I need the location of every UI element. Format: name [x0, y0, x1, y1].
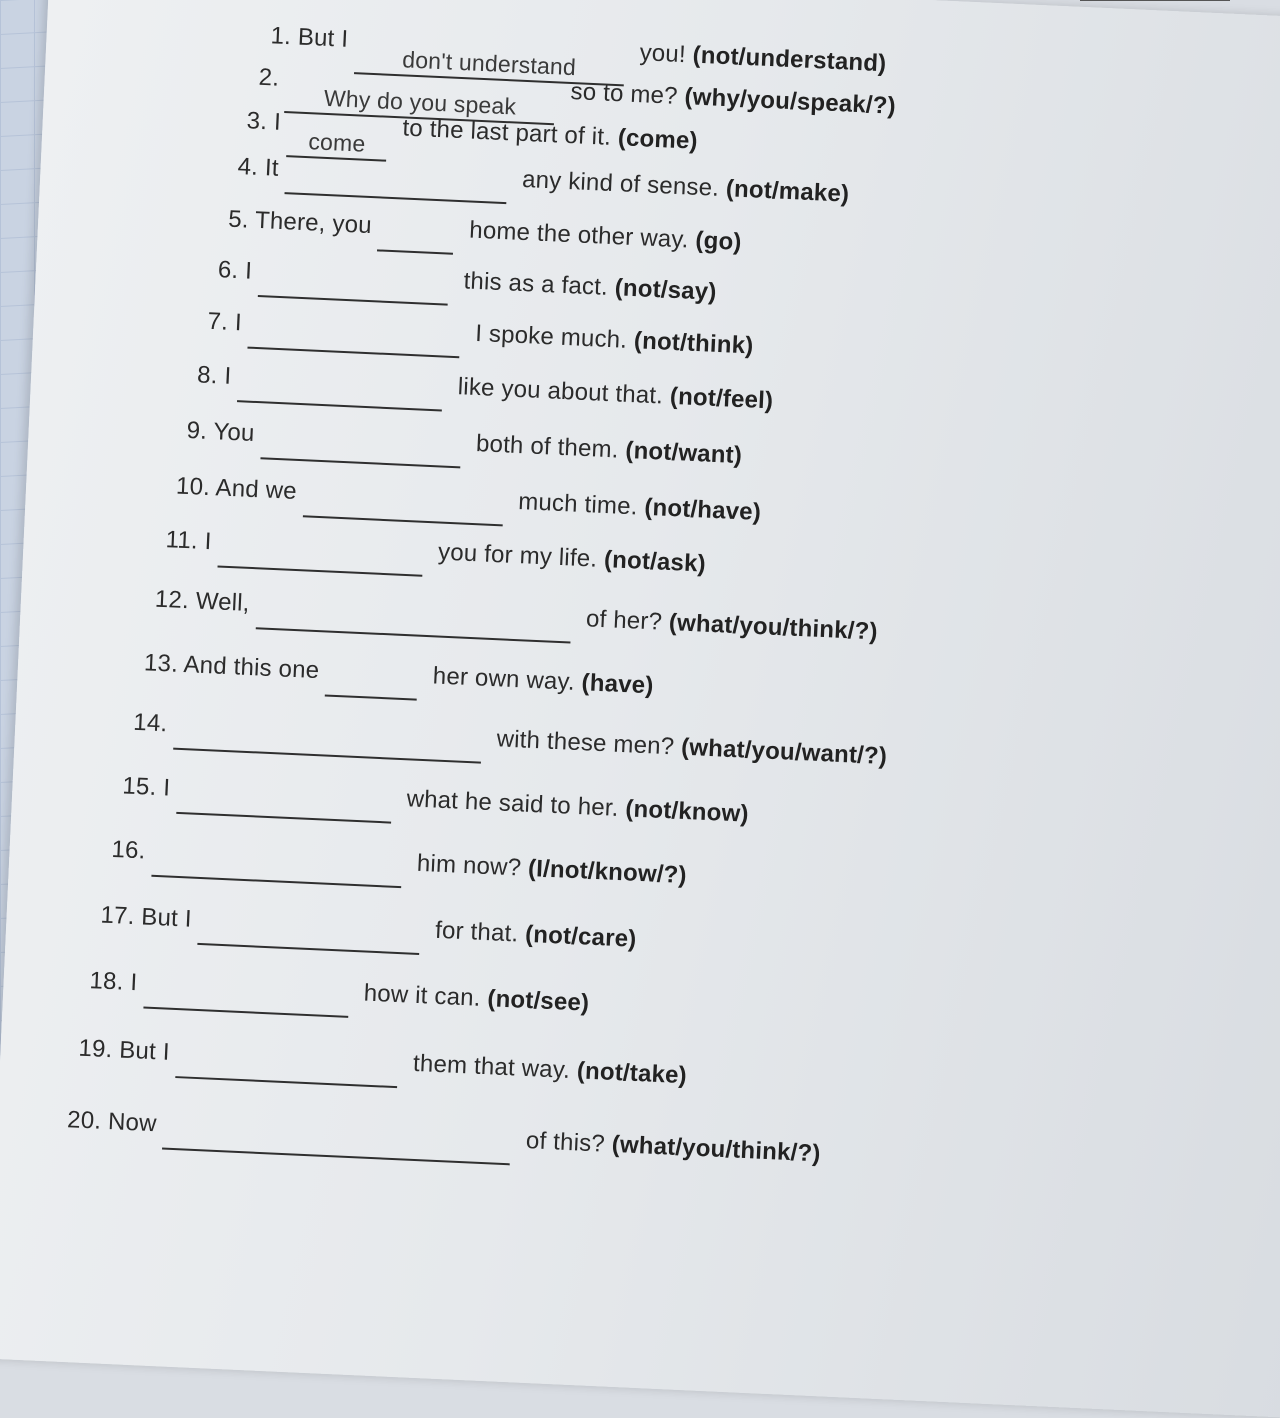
sentence-start: There, you — [254, 206, 373, 240]
exercise-4 — [237, 153, 850, 211]
sentence-start: I — [204, 527, 213, 556]
verb-hint: (not/ask) — [603, 545, 707, 578]
sentence-end: him now? — [416, 849, 522, 882]
sentence-end: this as a fact. — [463, 267, 609, 301]
sentence-start: But I — [118, 1036, 171, 1066]
sentence-end: I spoke much. — [474, 319, 628, 354]
sentence-end: how it can. — [363, 979, 482, 1012]
top-rule-line — [1080, 0, 1230, 1]
sentence-start: Well, — [195, 587, 251, 617]
exercise-10 — [175, 473, 761, 530]
exercise-number: 3. — [246, 107, 268, 136]
sentence-start — [279, 65, 280, 92]
exercise-6 — [217, 256, 717, 309]
exercise-12 — [154, 586, 878, 649]
exercise-number: 12. — [154, 585, 190, 615]
verb-hint: (not/take) — [576, 1057, 688, 1090]
verb-hint: (why/you/speak/?) — [683, 83, 897, 120]
sentence-end: any kind of sense. — [521, 165, 720, 202]
exercise-11 — [165, 526, 706, 580]
verb-hint: (what/you/think/?) — [668, 609, 879, 646]
verb-hint: (not/make) — [725, 175, 850, 208]
sentence-end: to the last part of it. — [401, 114, 612, 151]
answer-blank[interactable] — [217, 535, 423, 576]
sentence-end: both of them. — [475, 430, 620, 464]
answer-blank[interactable] — [162, 1118, 511, 1166]
sentence-start: Now — [107, 1108, 158, 1138]
answer-blank[interactable] — [143, 977, 349, 1018]
exercise-number: 20. — [66, 1106, 102, 1135]
verb-hint: (not/see) — [486, 985, 590, 1017]
verb-hint: (not/have) — [643, 493, 762, 527]
sentence-end: for that. — [434, 916, 519, 948]
exercise-number: 4. — [237, 152, 259, 181]
answer-blank[interactable] — [197, 913, 420, 955]
sentence-start: I — [129, 968, 138, 997]
exercise-number: 9. — [186, 416, 208, 445]
answer-blank[interactable]: don't understand — [354, 42, 625, 86]
exercise-number: 6. — [217, 256, 240, 285]
exercise-17 — [100, 902, 637, 956]
exercise-number: 16. — [110, 835, 147, 865]
exercise-number: 5. — [227, 205, 250, 234]
exercise-number: 1. — [270, 22, 292, 51]
exercise-7 — [207, 308, 754, 363]
answer-blank[interactable]: Why do you speak — [284, 81, 555, 125]
sentence-start: And we — [214, 474, 298, 505]
answer-blank[interactable] — [255, 597, 571, 643]
sentence-start — [145, 837, 146, 864]
sentence-end: home the other way. — [468, 216, 690, 254]
sentence-end: you for my life. — [437, 538, 598, 573]
answer-blank[interactable] — [260, 427, 461, 468]
answer-blank[interactable] — [377, 219, 454, 254]
exercise-13 — [143, 649, 654, 702]
sentence-end: you! — [639, 39, 687, 69]
sentence-start: I — [234, 309, 243, 337]
sentence-start: It — [264, 154, 280, 182]
verb-hint: (come) — [617, 124, 699, 155]
exercise-number: 18. — [88, 967, 125, 996]
answer-blank[interactable] — [175, 1046, 398, 1088]
sentence-start: You — [212, 418, 256, 447]
verb-hint: (not/want) — [624, 436, 743, 470]
exercise-number: 15. — [121, 772, 158, 801]
verb-hint: (what/you/think/?) — [611, 1130, 822, 1168]
answer-blank[interactable] — [284, 162, 507, 204]
exercise-9 — [186, 417, 743, 472]
sentence-end: of this? — [525, 1127, 606, 1158]
exercise-number: 19. — [77, 1034, 114, 1064]
sentence-start: I — [273, 108, 282, 136]
answer-blank[interactable]: come — [286, 125, 387, 162]
exercise-number: 8. — [196, 361, 219, 390]
exercise-number: 13. — [143, 649, 179, 678]
sentence-start — [167, 710, 168, 737]
sentence-end: with these men? — [496, 725, 675, 761]
verb-hint: (not/understand) — [692, 41, 887, 78]
sentence-end: much time. — [517, 488, 639, 521]
sentence-start: I — [223, 362, 232, 390]
answer-blank[interactable] — [303, 485, 504, 526]
sentence-end: so to me? — [569, 77, 679, 110]
sentence-end: of her? — [585, 605, 663, 636]
exercise-number: 2. — [258, 63, 280, 92]
sentence-start: I — [162, 774, 171, 802]
answer-blank[interactable] — [247, 317, 460, 359]
answer-blank[interactable] — [258, 265, 449, 306]
verb-hint: (not/think) — [633, 327, 755, 360]
answer-blank[interactable] — [237, 370, 443, 411]
exercise-number: 7. — [207, 307, 229, 336]
answer-blank[interactable] — [176, 782, 392, 824]
exercise-20 — [67, 1106, 822, 1170]
verb-hint: (what/you/want/?) — [680, 733, 888, 771]
verb-hint: (go) — [694, 226, 743, 256]
answer-blank[interactable] — [325, 664, 418, 700]
exercise-19 — [78, 1035, 688, 1093]
exercise-number: 11. — [165, 526, 199, 555]
sentence-start: But I — [140, 903, 193, 933]
exercise-5 — [228, 206, 743, 259]
verb-hint: (not/know) — [624, 795, 750, 828]
sentence-end: what he said to her. — [406, 785, 620, 822]
exercise-number: 10. — [175, 472, 211, 502]
sentence-start: And this one — [182, 651, 320, 685]
exercise-8 — [196, 361, 773, 417]
sentence-end: them that way. — [412, 1049, 571, 1084]
sentence-start: But I — [297, 23, 349, 53]
verb-hint: (I/not/know/?) — [527, 854, 688, 890]
answer-blank[interactable] — [173, 718, 482, 764]
exercise-15 — [122, 772, 750, 830]
exercise-14 — [133, 709, 888, 773]
sentence-start: I — [244, 257, 253, 285]
sentence-end: her own way. — [432, 662, 576, 696]
exercise-16 — [111, 836, 687, 892]
verb-hint: (not/say) — [614, 274, 718, 306]
verb-hint: (have) — [581, 669, 655, 700]
verb-hint: (not/care) — [524, 920, 638, 953]
exercise-number: 14. — [132, 708, 168, 738]
exercise-number: 17. — [99, 901, 136, 931]
exercise-18 — [89, 967, 590, 1020]
verb-hint: (not/feel) — [669, 382, 774, 415]
sentence-end: like you about that. — [457, 373, 664, 410]
answer-blank[interactable] — [151, 845, 402, 888]
